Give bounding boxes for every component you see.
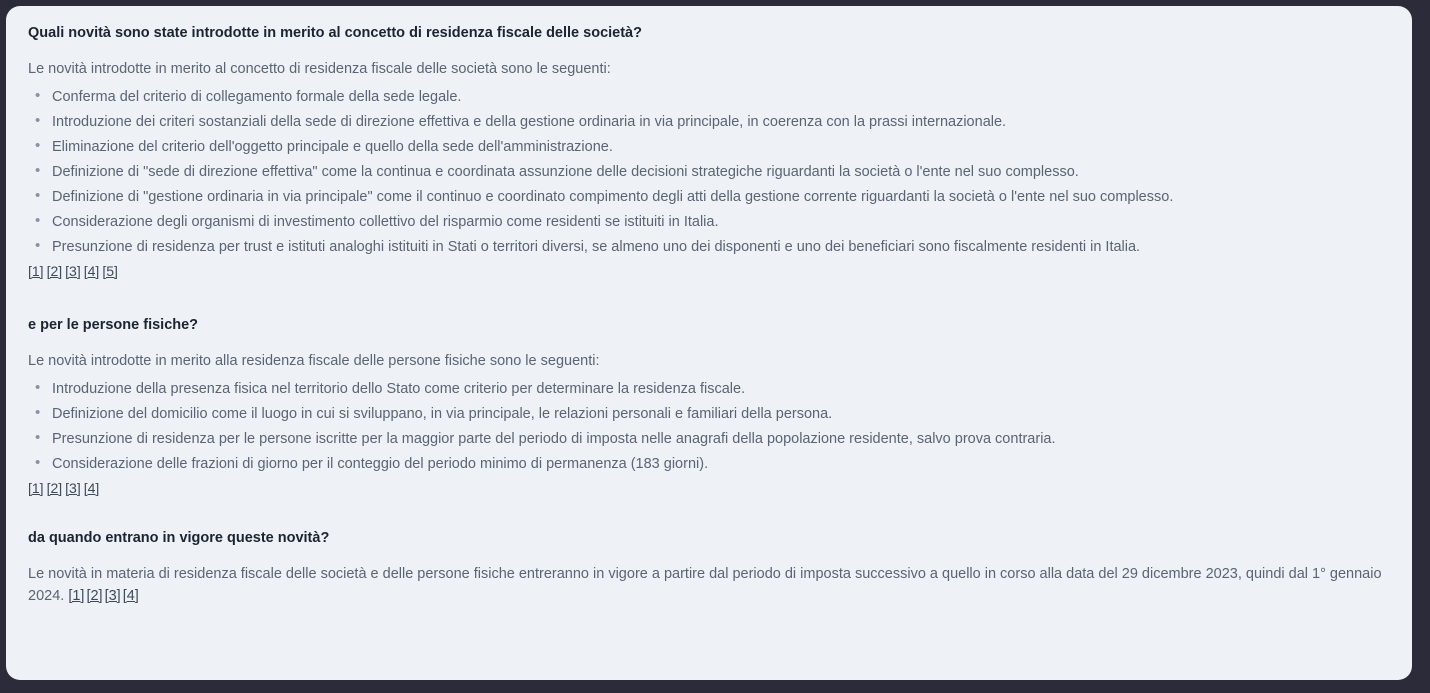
list-item: • Introduzione dei criteri sostanziali della sede di direzione effettiva e della gestione ordinaria in via principale, in coerenza con la prassi internazionale. [28,111,1390,133]
question-text-2: e per le persone fisiche? [28,317,199,334]
final-answer-body: Le novità in materia di residenza fiscale delle società e delle persone fisiche entreranno in vigore a partire dal periodo di imposta successivo a quello in corso alla data del 29 dicembre 2023, quindi dal 1° gennaio 2024. [28,565,1382,604]
chat-transcript-panel [6,6,1412,680]
answer-intro-1: Le novità introdotte in merito al concetto di residenza fiscale delle società sono le seguenti: [28,60,611,77]
answer-intro-2: Le novità introdotte in merito alla residenza fiscale delle persone fisiche sono le seguenti: [28,352,600,369]
reference-link[interactable]: [4] [83,480,100,497]
reference-link[interactable]: [1] [28,263,44,280]
section-spacer [28,286,1390,316]
list-item: • Definizione del domicilio come il luogo in cui si sviluppano, in via principale, le relazioni personali e familiari della persona. [28,403,1390,425]
list-item: • Presunzione di residenza per le persone iscritte per la maggior parte del periodo di imposta nelle anagrafi della popolazione residente, salvo prova contraria. [28,428,1390,450]
list-item: • Definizione di "sede di direzione effettiva" come la continua e coordinata assunzione delle decisioni strategiche riguardanti la società o l'ente nel suo complesso. [28,161,1390,183]
list-item: • Definizione di "gestione ordinaria in via principale" come il continuo e coordinato compimento degli atti della gestione corrente riguardanti la società o l'ente nel suo complesso. [28,186,1390,208]
answer-list-2 [28,378,1390,475]
list-item: • Considerazione degli organismi di investimento collettivo del risparmio come residenti se istituiti in Italia. [28,211,1390,233]
reference-link[interactable]: [4] [122,587,139,604]
section-spacer [28,503,1390,529]
qa-block-2 [28,316,1390,499]
reference-link[interactable]: [4] [83,263,100,280]
reference-list-3 [68,588,141,604]
reference-link[interactable]: [2] [46,263,63,280]
reference-link[interactable]: [3] [65,480,81,497]
reference-list-1 [28,261,1390,282]
list-item: • Conferma del criterio di collegamento formale della sede legale. [28,86,1390,108]
list-item: • Considerazione delle frazioni di giorno per il conteggio del periodo minimo di permanenza (183 giorni). [28,453,1390,475]
reference-link[interactable]: [3] [104,587,121,604]
reference-link[interactable]: [2] [86,587,103,604]
reference-list-2 [28,478,1390,499]
list-item: • Eliminazione del criterio dell'oggetto principale e quello della sede dell'amministrazione. [28,136,1390,158]
list-item: • Presunzione di residenza per trust e istituti analoghi istituiti in Stati o territori diversi, se almeno uno dei disponenti e uno dei beneficiari sono fiscalmente residenti in Italia. [28,236,1390,258]
reference-link[interactable]: [1] [28,480,44,497]
reference-link[interactable]: [5] [102,263,118,280]
reference-link[interactable]: [2] [46,480,63,497]
answer-list-1 [28,86,1390,258]
reference-link[interactable]: [1] [68,587,85,604]
question-text-1: Quali novità sono state introdotte in merito al concetto di residenza fiscale delle società? [28,25,642,41]
qa-block-3 [28,529,1390,607]
question-text-3: da quando entrano in vigore queste novità? [28,530,330,547]
list-item: • Introduzione della presenza fisica nel territorio dello Stato come criterio per determinare la residenza fiscale. [28,378,1390,400]
reference-link[interactable]: [3] [65,263,81,280]
qa-block-1 [28,24,1390,282]
final-answer-text [28,564,1390,608]
